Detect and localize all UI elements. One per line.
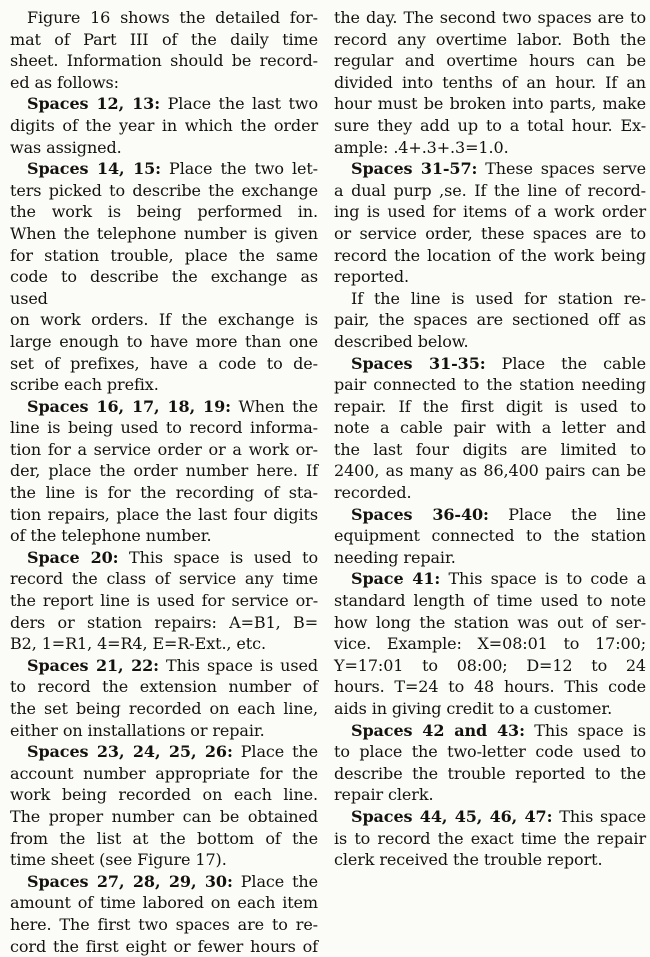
paragraph [334, 806, 646, 871]
text-line: hours. T=24 to 48 hours. This code [334, 677, 646, 697]
text-line: ters picked to describe the exchange [10, 180, 318, 200]
text-line: describe the trouble reported to the [334, 763, 646, 783]
paragraph-lead: Spaces 12, 13: [27, 94, 161, 114]
text-line: cord the first eight or fewer hours of [10, 936, 318, 956]
text-line: The proper number can be obtained [10, 806, 318, 826]
text-line: pair connected to the station needing [334, 375, 646, 395]
text-line: the last four digits are limited to [334, 439, 646, 459]
text-line: reported. [334, 267, 409, 287]
text-line: described below. [334, 331, 469, 351]
text-line: record the class of service any time [10, 569, 318, 589]
text-line: repair. If the first digit is used to [334, 396, 646, 416]
text-line: 2400, as many as 86,400 pairs can be [334, 461, 646, 481]
paragraph-lead: Spaces 31-57: [351, 159, 478, 179]
text-line: Spaces 27, 28, 29, 30: Place the [27, 871, 318, 891]
text-line: Spaces 42 and 43: This space is [351, 720, 646, 740]
paragraph-lead: Spaces 42 and 43: [351, 720, 525, 740]
text-line: repair clerk. [334, 785, 434, 805]
paragraph-lead: Spaces 21, 22: [27, 655, 159, 675]
text-line: When the telephone number is given [10, 223, 318, 243]
text-line: recorded. [334, 483, 412, 503]
text-line: the set being recorded on each line, [10, 699, 318, 718]
paragraph [10, 655, 318, 741]
text-line: code to describe the exchange as used [10, 267, 318, 308]
paragraph-lead: Spaces 14, 15: [27, 159, 161, 179]
text-line: to place the two-letter code used to [334, 742, 646, 762]
paragraph-lead: Spaces 27, 28, 29, 30: [27, 871, 233, 891]
text-column-left [10, 7, 318, 956]
paragraph [10, 547, 318, 655]
text-line: set of prefixes, have a code to de- [10, 353, 318, 373]
text-line: is to record the exact time the repair [334, 828, 646, 848]
text-line: equipment connected to the station [334, 526, 646, 546]
text-line: mat of Part III of the daily time [10, 29, 318, 49]
text-line: ders or station repairs: A=B1, B= [10, 612, 318, 632]
text-line: work being recorded on each line. [10, 785, 318, 805]
paragraph [334, 288, 646, 353]
paragraph-lead: Spaces 31-35: [351, 353, 486, 373]
text-line: Spaces 31-57: These spaces serve [351, 159, 647, 179]
paragraph [10, 7, 318, 93]
text-line: ed as follows: [10, 72, 119, 92]
text-line: note a cable pair with a letter and [334, 418, 646, 438]
text-line: needing repair. [334, 547, 456, 567]
text-line: aids in giving credit to a customer. [334, 699, 613, 718]
text-line: standard length of time used to note [334, 591, 646, 611]
text-line: Y=17:01 to 08:00; D=12 to 24 [334, 655, 646, 675]
text-line: If the line is used for station re- [351, 288, 646, 308]
text-line: record the location of the work being [334, 245, 646, 265]
text-line: scribe each prefix. [10, 375, 159, 395]
text-line: Spaces 36-40: Place the line [351, 504, 647, 524]
paragraph [10, 871, 318, 957]
text-line: record any overtime labor. Both the [334, 29, 646, 49]
paragraph [334, 353, 646, 504]
paragraph-lead: Space 20: [27, 547, 119, 567]
paragraph [334, 7, 646, 158]
text-line: hour must be broken into parts, make [334, 94, 646, 114]
text-column-right [334, 7, 646, 936]
paragraph [10, 158, 318, 396]
text-line: Spaces 21, 22: This space is used [27, 655, 318, 675]
text-line: pair, the spaces are sectioned off as [334, 310, 646, 330]
text-line: B2, 1=R1, 4=R4, E=R-Ext., etc. [10, 634, 266, 654]
paragraph-lead: Spaces 23, 24, 25, 26: [27, 742, 233, 762]
text-line: for station trouble, place the same [10, 245, 318, 265]
text-line: line is being used to record informa- [10, 418, 318, 438]
text-line: sure they add up to a total hour. Ex- [334, 115, 646, 135]
paragraph [334, 158, 646, 288]
text-line: Spaces 31-35: Place the cable [351, 353, 646, 373]
text-line: sheet. Information should be record- [10, 51, 318, 71]
paragraph [334, 720, 646, 806]
paragraph [334, 568, 646, 719]
text-line: divided into tenths of an hour. If an [334, 72, 646, 92]
text-line: Spaces 16, 17, 18, 19: When the [27, 396, 318, 416]
text-line: digits of the year in which the order [10, 115, 318, 135]
text-line: vice. Example: X=08:01 to 17:00; [334, 634, 646, 654]
text-line: Spaces 23, 24, 25, 26: Place the [27, 742, 318, 762]
text-line: der, place the order number here. If [10, 461, 318, 481]
paragraph [10, 396, 318, 547]
paragraph-lead: Space 41: [351, 569, 441, 589]
text-line: Space 20: This space is used to [27, 547, 318, 567]
text-line: the day. The second two spaces are to [334, 8, 646, 27]
text-line: ample: .4+.3+.3=1.0. [334, 137, 509, 157]
text-line: Space 41: This space is to code a [351, 569, 647, 589]
text-line: was assigned. [10, 137, 122, 157]
text-line: a dual purp ,se. If the line of record- [334, 180, 646, 200]
paragraph [10, 93, 318, 158]
text-line: large enough to have more than one [10, 331, 318, 351]
text-line: time sheet (see Figure 17). [10, 850, 227, 870]
paragraph-lead: Spaces 36-40: [351, 504, 489, 524]
text-line: Spaces 14, 15: Place the two let- [27, 159, 318, 179]
text-line: either on installations or repair. [10, 720, 265, 740]
text-line: on work orders. If the exchange is [10, 310, 318, 330]
paragraph-lead: Spaces 44, 45, 46, 47: [351, 806, 553, 826]
text-line: here. The first two spaces are to re- [10, 914, 318, 934]
text-line: of the telephone number. [10, 526, 212, 546]
text-line: clerk received the trouble report. [334, 850, 603, 870]
text-line: tion for a service order or a work or- [10, 439, 318, 459]
text-line: ing is used for items of a work order [334, 202, 646, 222]
text-line: regular and overtime hours can be [334, 51, 646, 71]
paragraph [10, 741, 318, 871]
text-line: tion repairs, place the last four digits [10, 504, 318, 524]
text-line: amount of time labored on each item [10, 893, 318, 913]
text-line: to record the extension number of [10, 677, 318, 697]
text-line: the line is for the recording of sta- [10, 483, 318, 503]
text-line: from the list at the bottom of the [10, 828, 318, 848]
paragraph-lead: Spaces 16, 17, 18, 19: [27, 396, 231, 416]
text-line: Spaces 44, 45, 46, 47: This space [351, 806, 646, 826]
text-line: Spaces 12, 13: Place the last two [27, 94, 318, 114]
paragraph [334, 504, 646, 569]
text-line: the work is being performed in. [10, 202, 318, 222]
text-line: Figure 16 shows the detailed for- [27, 8, 318, 27]
text-line: account number appropriate for the [10, 763, 318, 783]
text-line: the report line is used for service or- [10, 591, 318, 611]
text-line: how long the station was out of ser- [334, 612, 646, 632]
text-line: or service order, these spaces are to [334, 223, 646, 243]
